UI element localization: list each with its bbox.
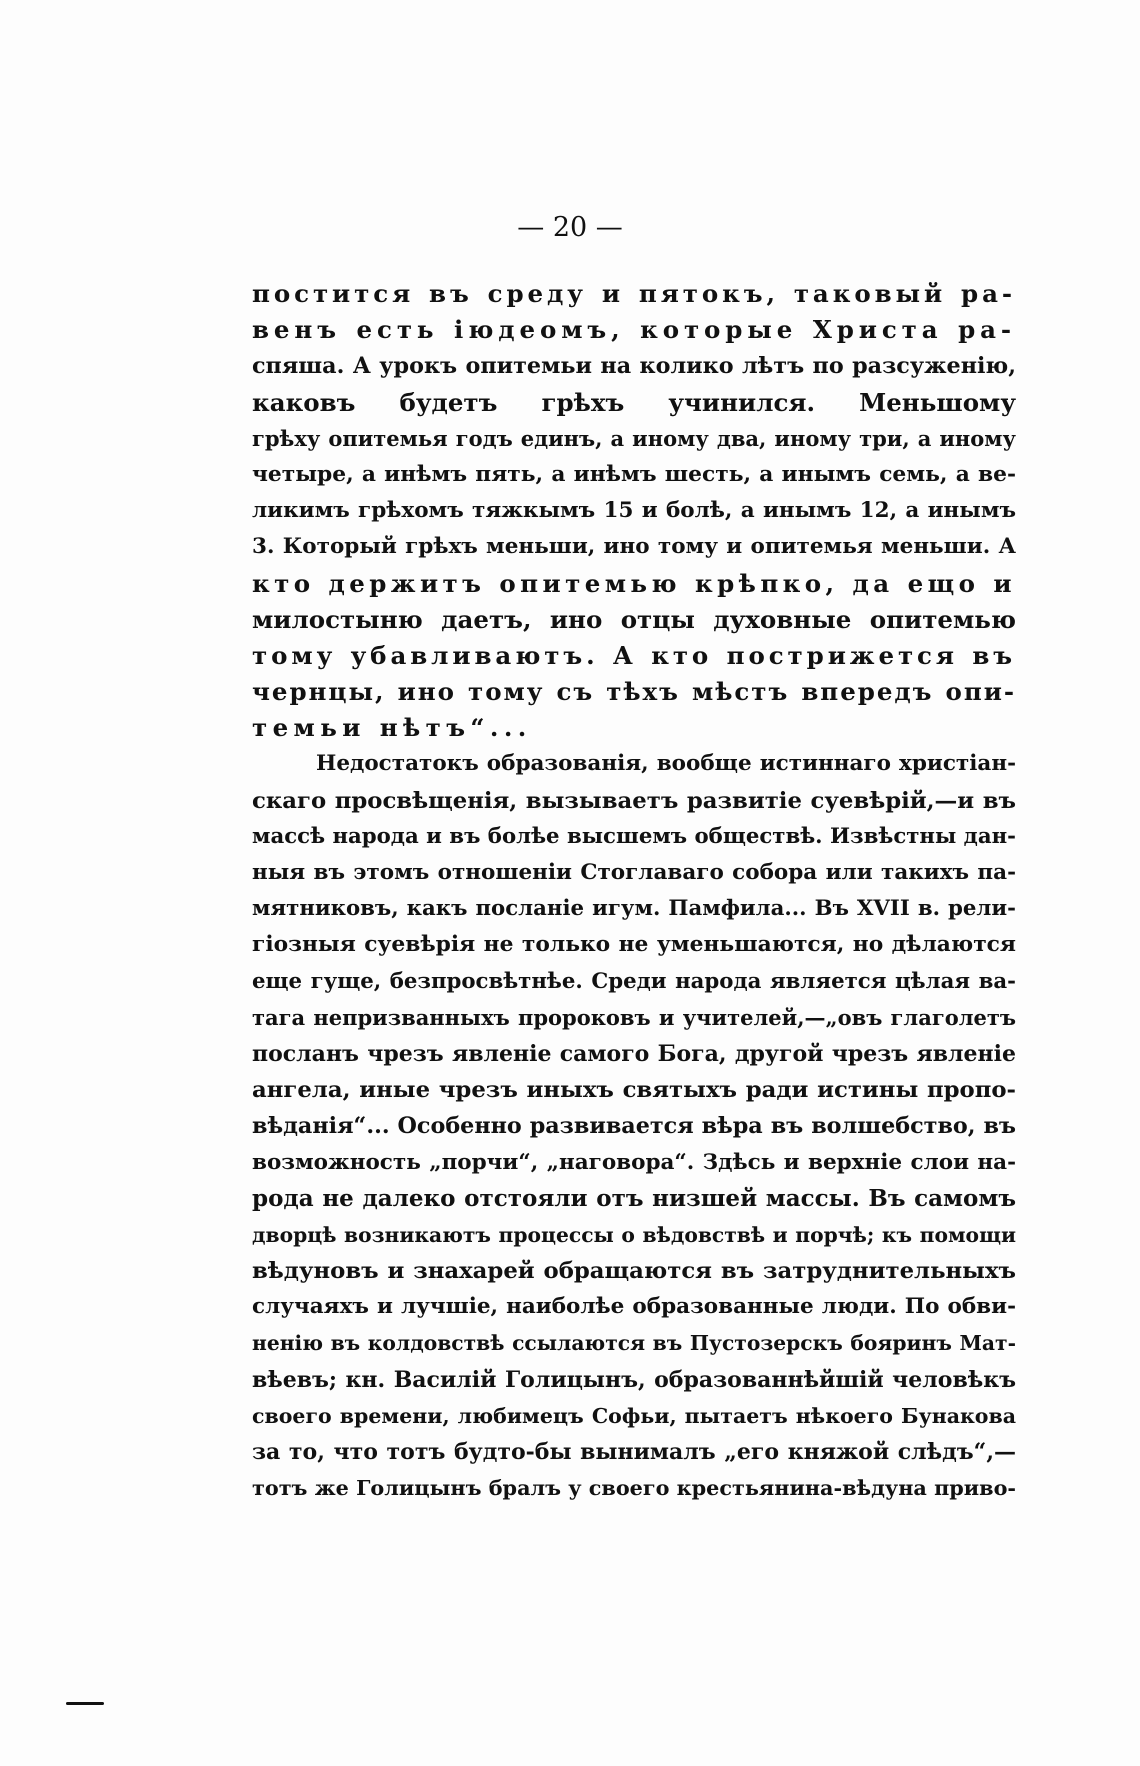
text-line: постится въ среду и пятокъ, таковый ра- (252, 279, 1016, 308)
body-text (252, 276, 1016, 1506)
text-line: темьи нѣтъ“... (252, 713, 532, 743)
text-line: кто держитъ опитемью крѣпко, да ещо и (252, 568, 1016, 598)
text-line: ангела, иные чрезъ иныхъ святыхъ ради истины пропо- (252, 1077, 1016, 1104)
text-line: вѣевъ; кн. Василій Голицынъ, образованнѣйшій человѣкъ (252, 1366, 1016, 1393)
text-line: возможность „порчи“, „наговора“. Здѣсь и верхніе слои на- (252, 1149, 1016, 1175)
text-line: ликимъ грѣхомъ тяжкымъ 15 и болѣ, а инымъ 12, а инымъ (252, 498, 1016, 524)
margin-mark (66, 1702, 104, 1705)
text-line: вѣданія“... Особенно развивается вѣра въ волшебство, въ (252, 1113, 1016, 1140)
text-line: случаяхъ и лучшіе, наиболѣе образованные люди. По обви- (252, 1294, 1016, 1320)
text-line: ненію въ колдовствѣ ссылаются въ Пустозерскъ бояринъ Мат- (252, 1331, 1016, 1356)
text-line: четыре, а инѣмъ пять, а инѣмъ шесть, а инымъ семь, а ве- (252, 461, 1016, 487)
text-line: венъ есть іюдеомъ, которые Христа ра- (252, 315, 1016, 345)
text-line: рода не далеко отстояли отъ низшей массы. Въ самомъ (252, 1184, 1016, 1212)
text-line: дворцѣ возникаютъ процессы о вѣдовствѣ и порчѣ; къ помощи (252, 1222, 1016, 1247)
text-line: посланъ чрезъ явленіе самого Бога, другой чрезъ явленіе (252, 1040, 1016, 1067)
text-line: за то, что тотъ будто-бы вынималъ „его княжой слѣдъ“,— (252, 1439, 1016, 1465)
text-line: чернцы, ино тому съ тѣхъ мѣстъ впередъ опи- (252, 677, 1016, 707)
text-line: своего времени, любимецъ Софьи, пытаетъ нѣкоего Бунакова (252, 1403, 1016, 1428)
text-line: грѣху опитемья годъ единъ, а иному два, иному три, а иному (252, 425, 1016, 451)
text-line: 3. Который грѣхъ меньши, ино тому и опитемья меньши. А (252, 534, 1016, 560)
text-line: гіозныя суевѣрія не только не уменьшаются, но дѣлаются (252, 932, 1016, 958)
text-line: массѣ народа и въ болѣе высшемъ обществѣ. Извѣстны дан- (252, 823, 1016, 849)
text-line: Недостатокъ образованія, вообще истиннаго христіан- (316, 751, 1016, 777)
page-number: — 20 — (517, 212, 623, 243)
text-line: еще гуще, безпросвѣтнѣе. Среди народа является цѣлая ва- (252, 968, 1016, 994)
text-line: милостыню даетъ, ино отцы духовные опитемью (252, 604, 1016, 634)
text-line: тага непризванныхъ пророковъ и учителей,—„овъ глаголетъ (252, 1004, 1016, 1030)
text-line: тому убавливаютъ. А кто пострижется въ (252, 640, 1016, 670)
text-line: спяша. А урокъ опитемьи на колико лѣтъ по разсуженію, (252, 353, 1016, 380)
text-line: мятниковъ, какъ посланіе игум. Памфила... Въ XVII в. рели- (252, 896, 1016, 922)
text-line: вѣдуновъ и знахарей обращаются въ затруднительныхъ (252, 1258, 1016, 1285)
text-line: скаго просвѣщенія, вызываетъ развитіе суевѣрій,—и въ (252, 787, 1016, 814)
text-line: тотъ же Голицынъ бралъ у своего крестьянина-вѣдуна приво- (252, 1476, 1017, 1501)
text-line: каковъ будетъ грѣхъ учинился. Меньшому (252, 387, 1016, 417)
text-line: ныя въ этомъ отношеніи Стоглаваго собора или такихъ па- (252, 860, 1016, 885)
